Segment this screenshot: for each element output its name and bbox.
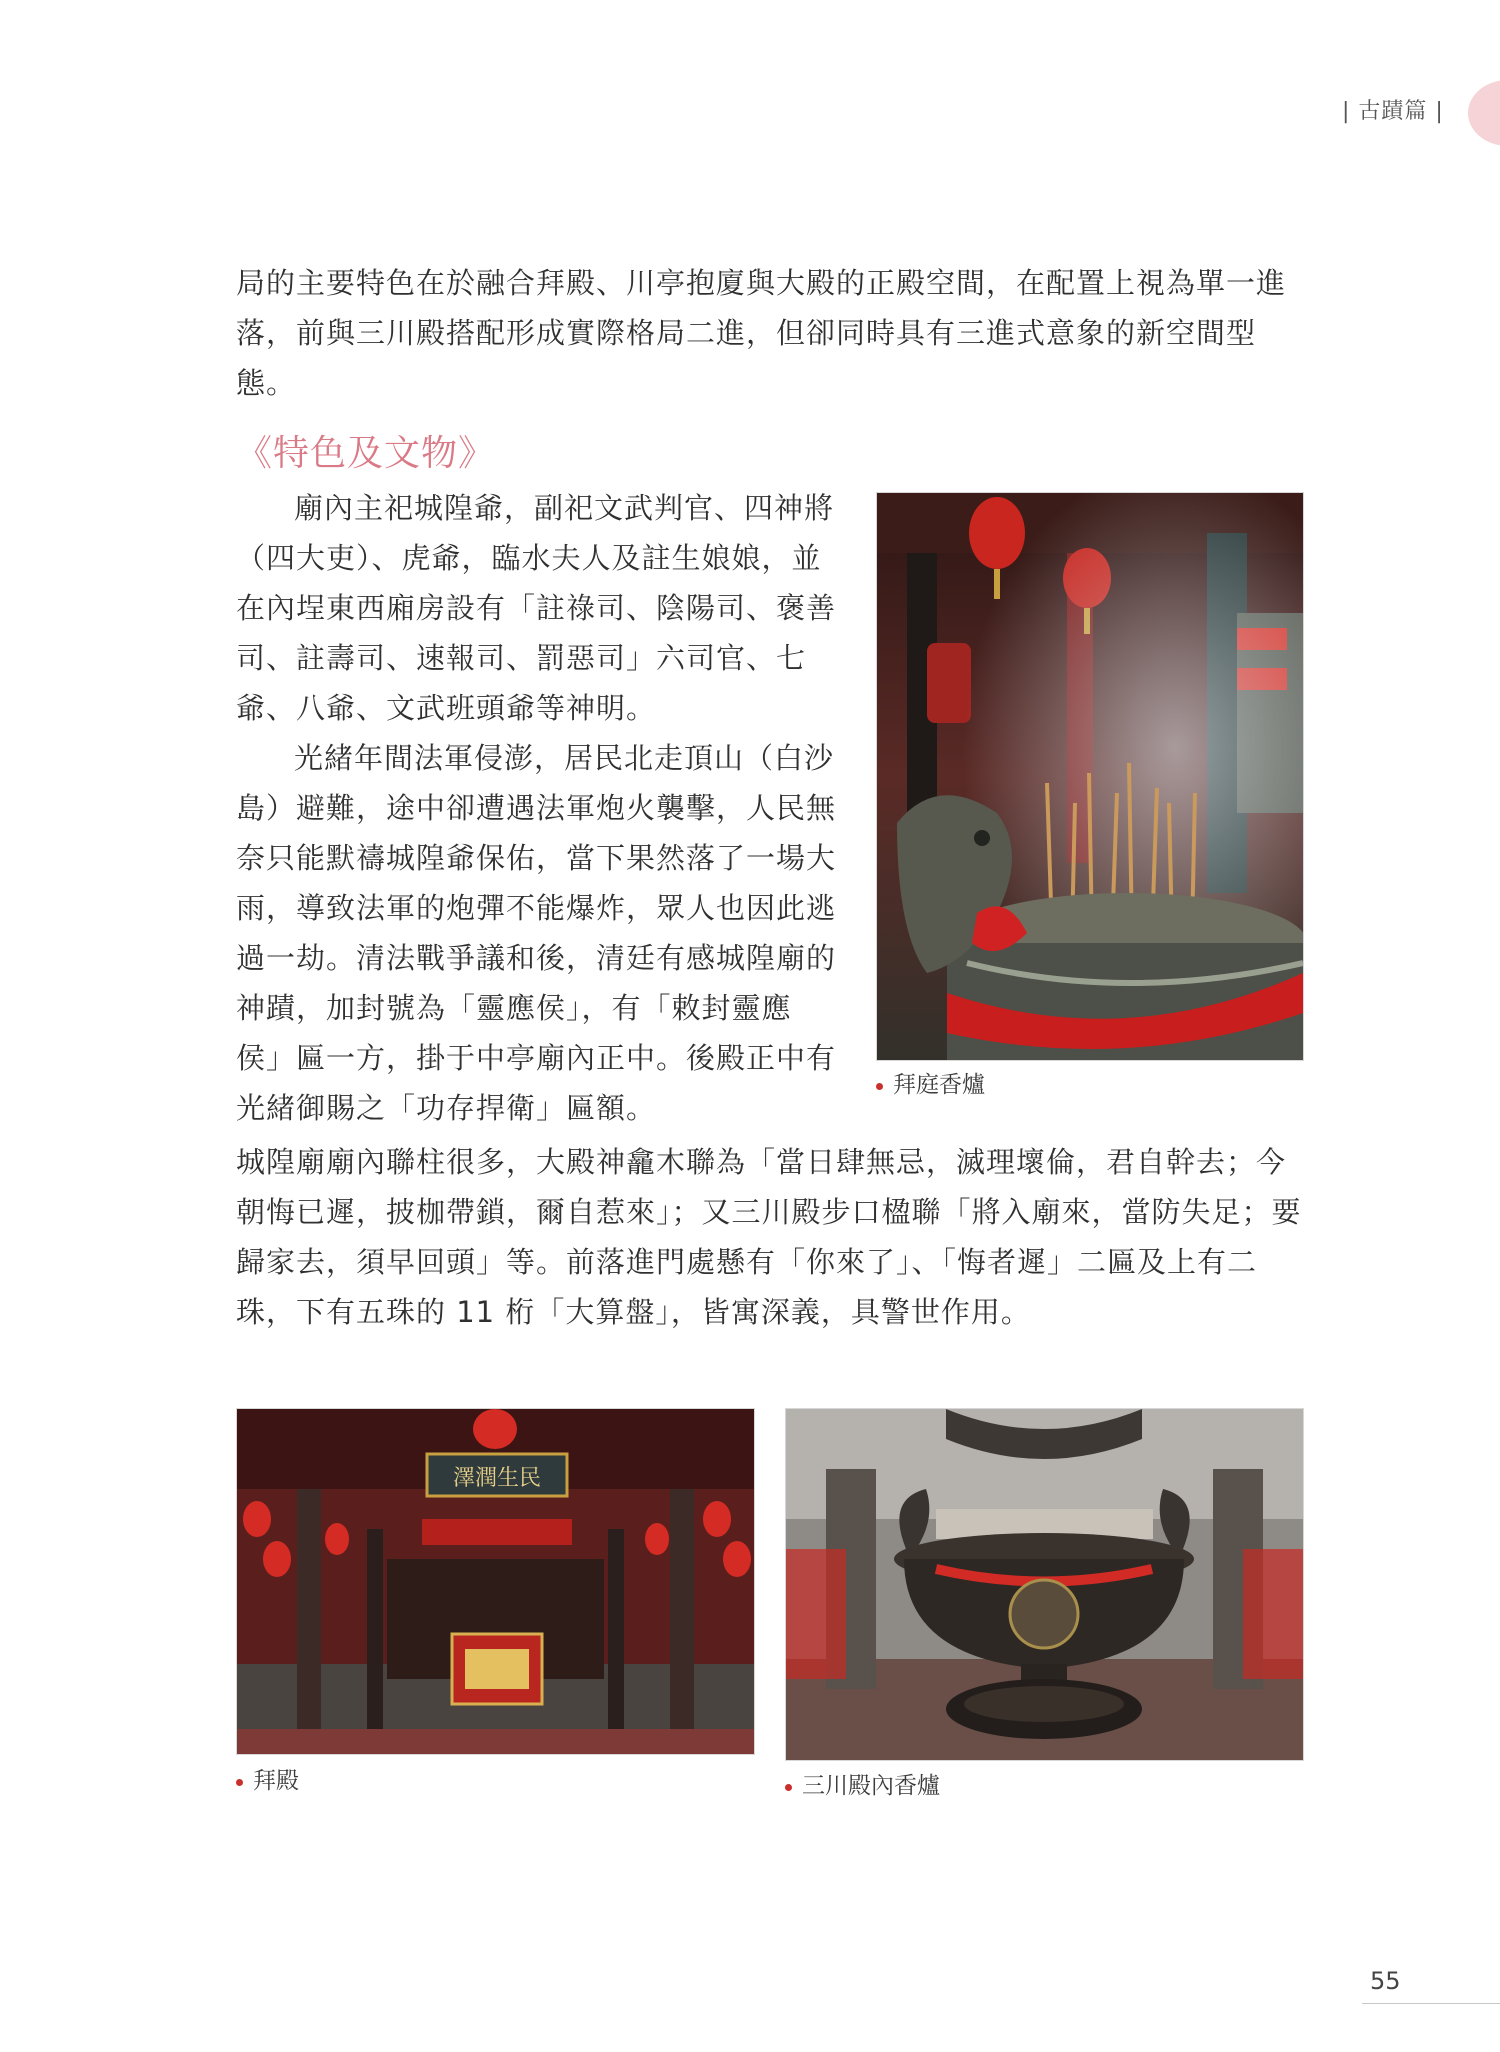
section-tab: | 古蹟篇 | (1342, 99, 1444, 124)
intro-text: 局的主要特色在於融合拜殿、川亭抱廈與大殿的正殿空間，在配置上視為單一進落，前與三川殿搭配形成實際格局二進，但卻同時具有三進式意象的新空間型態。 (236, 266, 1287, 400)
sanchuan-censer-illustration (786, 1409, 1303, 1760)
photo-courtyard-censer (876, 492, 1304, 1061)
full-width-text (236, 1137, 1304, 1337)
page-number: 55 (1370, 1967, 1401, 1995)
censer-illustration (877, 493, 1303, 1060)
paragraph-history: 光緒年間法軍侵澎，居民北走頂山（白沙島）避難，途中卻遭遇法軍炮火襲擊，人民無奈只能默禱城隍爺保佑，當下果然落了一場大雨，導致法軍的炮彈不能爆炸，眾人也因此逃過一劫。清法戰爭議和後，清廷有感城隍廟的神蹟，加封號為「靈應侯」，有「敕封靈應侯」匾一方，掛于中亭廟內正中。後殿正中有光緒御賜之「功存捍衛」匾額。 (236, 741, 837, 1125)
caption-text: 拜庭香爐 (893, 1072, 985, 1098)
plaque-text: 澤潤生民 (452, 1466, 542, 1491)
caption-courtyard-censer (876, 1066, 985, 1099)
caption-sanchuan-censer (785, 1767, 940, 1800)
page-number-rule (1362, 2003, 1500, 2004)
caption-text: 拜殿 (253, 1768, 299, 1794)
section-tab-decoration (1468, 80, 1500, 146)
section-heading: 《特色及文物》 (236, 433, 496, 474)
caption-bullet (785, 1784, 792, 1791)
paragraph-deities: 廟內主祀城隍爺，副祀文武判官、四神將（四大吏）、虎爺，臨水夫人及註生娘娘，並在內埕東西廂房設有「註祿司、陰陽司、褒善司、註壽司、速報司、罰惡司」六司官、七爺、八爺、文武班頭爺等神明。 (236, 491, 837, 725)
caption-bullet (236, 1779, 243, 1786)
photo-worship-hall (236, 1408, 755, 1755)
caption-bullet (876, 1083, 883, 1090)
photo-sanchuan-censer (785, 1408, 1304, 1761)
caption-worship-hall (236, 1762, 299, 1795)
worship-hall-illustration (237, 1409, 754, 1754)
intro-paragraph (236, 258, 1304, 408)
column-text (236, 483, 836, 1133)
caption-text: 三川殿內香爐 (802, 1773, 940, 1799)
paragraph-couplets: 城隍廟廟內聯柱很多，大殿神龕木聯為「當日肆無忌，滅理壞倫，君自幹去；今朝悔已遲，披枷帶鎖，爾自惹來」；又三川殿步口楹聯「將入廟來，當防失足；要歸家去，須早回頭」等。前落進門處懸有「你來了」、「悔者遲」二匾及上有二珠，下有五珠的 11 桁「大算盤」，皆寓深義，具警世作用。 (236, 1145, 1302, 1329)
